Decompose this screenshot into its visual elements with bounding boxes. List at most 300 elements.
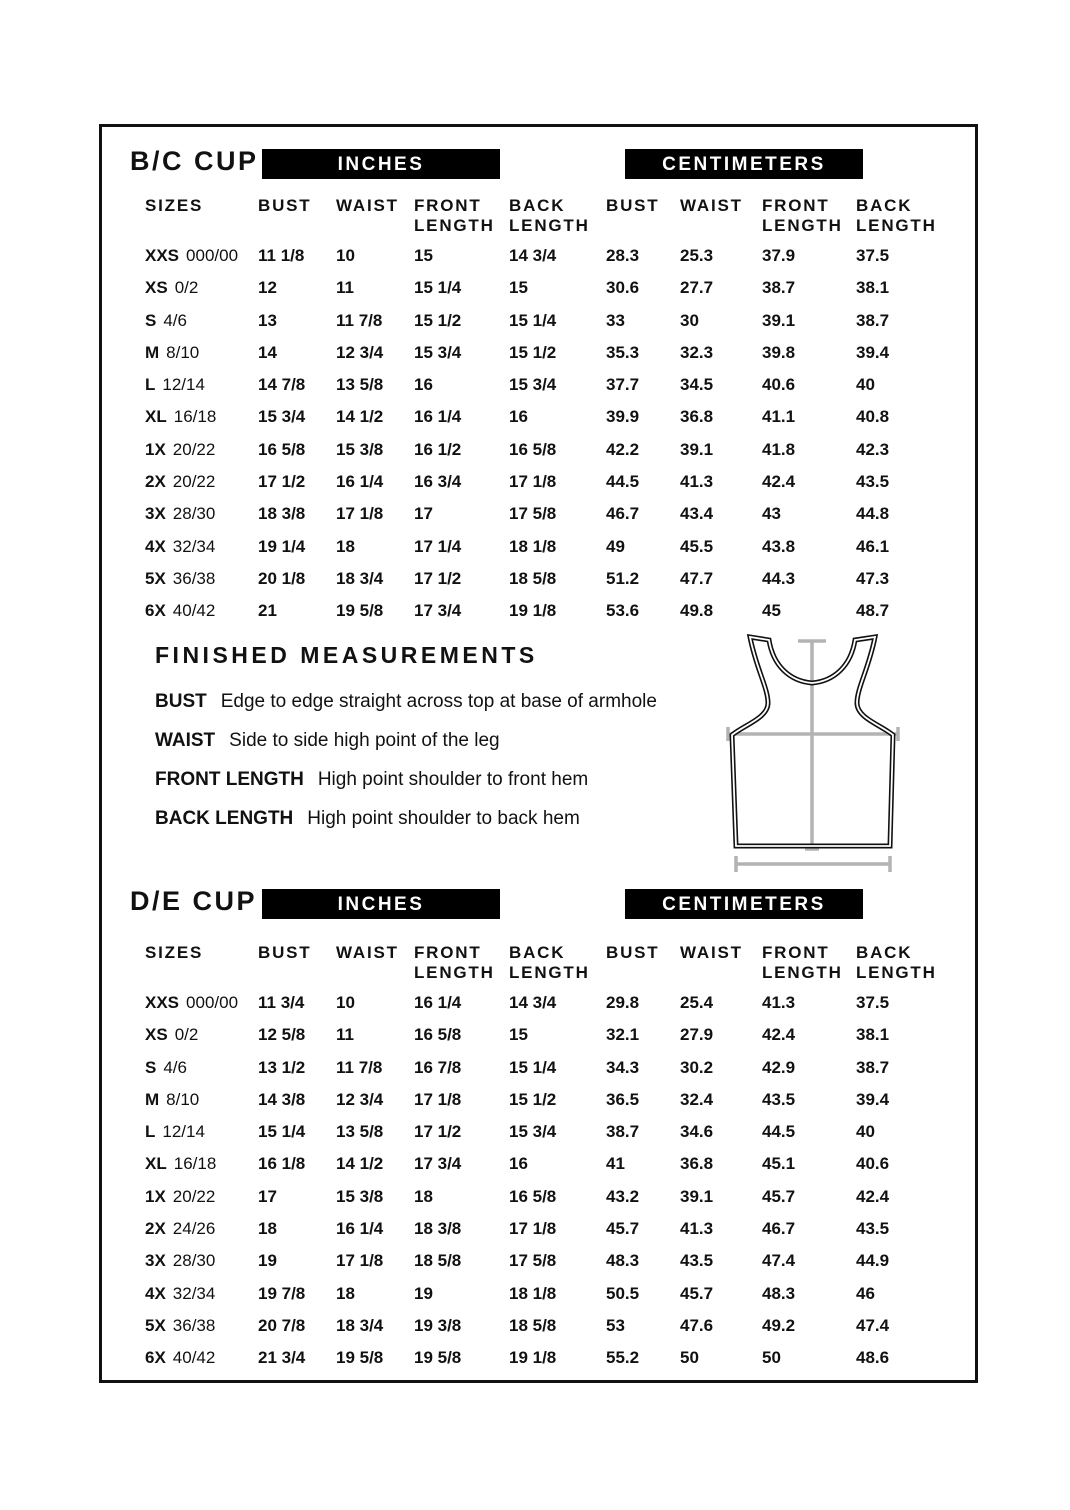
measurement-value: 45.1 [762,1154,796,1174]
measurement-value: 15 3/8 [336,439,384,459]
measurement-value: 15 [509,1025,528,1045]
measurement-value: 17 3/4 [414,601,462,621]
size-cell [145,342,258,374]
size-code-label: S [145,310,157,330]
size-code-label: 2X [145,472,166,492]
measurement-value: 55.2 [606,1348,640,1368]
finished-measurements-list [155,691,755,847]
measurement-value: 30 [680,310,699,330]
finished-measurements-title: FINISHED MEASUREMENTS [155,642,538,668]
measurement-value: 32.3 [680,342,714,362]
measurement-value: 19 5/8 [336,601,384,621]
measurement-value: 15 1/2 [414,310,462,330]
size-cell [145,374,258,406]
measurement-value: 16 1/4 [336,472,384,492]
measurement-value: 13 1/2 [258,1057,306,1077]
column-header: FRONT LENGTH [762,943,843,982]
size-code-label: 1X [145,1186,166,1206]
measurement-value: 11 [336,1025,354,1045]
size-range-label: 24/26 [172,1219,216,1239]
measurement-value: 25.4 [680,993,714,1012]
measurement-value: 43.4 [680,504,714,524]
measurement-value: 46 [856,1283,875,1303]
measurement-value: 14 3/4 [509,246,557,265]
measurement-value: 45 [762,601,781,621]
measurement-value: 25.3 [680,246,714,265]
measurement-value: 36.8 [680,407,714,427]
measurement-value: 43.2 [606,1186,640,1206]
measurement-value: 18 3/8 [414,1219,462,1239]
measurement-value: 28.3 [606,246,640,265]
size-code-label: L [145,375,156,395]
measurement-value: 11 7/8 [336,1057,383,1077]
measurement-value: 47.6 [680,1315,714,1335]
size-code-label: 3X [145,504,166,524]
measurement-value: 14 [258,342,277,362]
bc-inches-label: INCHES [337,153,425,175]
measurement-value: 42.2 [606,439,640,459]
column-header: BUST [606,196,660,215]
measurement-value: 13 [258,310,277,330]
measurement-value: 16 [509,1154,528,1174]
size-code-label: 5X [145,568,166,588]
measurement-value: 37.5 [856,993,890,1012]
measurement-definition: Side to side high point of the leg [229,730,500,751]
measurement-value: 39.4 [856,342,890,362]
measurement-value: 16 5/8 [509,1186,557,1206]
size-range-label: 4/6 [163,1057,187,1077]
measurement-value: 17 5/8 [509,504,557,524]
size-range-label: 36/38 [172,568,216,588]
size-cell [145,1250,258,1282]
measurement-value: 12 3/4 [336,1089,384,1109]
measurement-value: 16 7/8 [414,1057,462,1077]
measurement-definition-back-length [155,808,755,830]
measurement-value: 12 5/8 [258,1025,306,1045]
measurement-value: 43.5 [680,1251,714,1271]
size-code-label: S [145,1057,157,1077]
measurement-value: 16 1/4 [414,993,462,1012]
bc-size-table [145,196,946,633]
measurement-value: 44.9 [856,1251,890,1271]
measurement-value: 49.2 [762,1315,796,1335]
measurement-value: 39.1 [762,310,796,330]
measurement-value: 45.7 [606,1219,640,1239]
measurement-value: 41 [606,1154,625,1174]
measurement-value: 18 [414,1186,433,1206]
measurement-value: 49.8 [680,601,714,621]
bc-centimeters-label: CENTIMETERS [662,153,826,175]
measurement-value: 15 1/4 [509,310,557,330]
measurement-value: 16 1/8 [258,1154,306,1174]
size-code-label: 4X [145,536,166,556]
size-range-label: 4/6 [163,310,187,330]
measurement-value: 15 1/4 [509,1057,557,1077]
measurement-value: 40.6 [762,375,796,395]
measurement-value: 42.3 [856,439,890,459]
size-cell [145,1283,258,1315]
measurement-value: 18 5/8 [509,1315,557,1335]
measurement-value: 50 [762,1348,781,1368]
column-header: FRONT LENGTH [762,196,843,235]
column-header-sizes: SIZES [145,196,204,215]
measurement-value: 30.2 [680,1057,714,1077]
size-cell [145,1347,258,1379]
measurement-value: 12 [258,278,277,298]
size-range-label: 16/18 [173,407,217,427]
measurement-value: 30.6 [606,278,640,298]
measurement-value: 18 5/8 [414,1251,462,1271]
measurement-value: 39.9 [606,407,640,427]
size-code-label: M [145,1089,160,1109]
de-centimeters-header-bar [625,889,863,919]
measurement-term: BUST [155,691,207,712]
measurement-value: 17 1/2 [414,1122,462,1142]
size-cell [145,1024,258,1056]
de-inches-header-bar [262,889,500,919]
measurement-value: 41.1 [762,407,796,427]
measurement-value: 14 3/4 [509,993,557,1012]
measurement-value: 19 1/8 [509,601,557,621]
measurement-value: 44.3 [762,568,796,588]
measurement-value: 43.5 [762,1089,796,1109]
measurement-value: 49 [606,536,625,556]
measurement-value: 14 7/8 [258,375,306,395]
measurement-value: 17 [414,504,433,524]
column-header: FRONT LENGTH [414,196,495,235]
measurement-value: 16 5/8 [414,1025,462,1045]
measurement-value: 15 3/4 [509,1122,557,1142]
measurement-value: 38.1 [856,278,890,298]
measurement-value: 38.7 [606,1122,640,1142]
measurement-term: BACK LENGTH [155,808,294,829]
measurement-value: 27.9 [680,1025,714,1045]
measurement-value: 17 1/2 [414,568,462,588]
measurement-term: WAIST [155,730,216,751]
size-cell [145,568,258,600]
measurement-value: 42.4 [762,472,796,492]
size-code-label: 5X [145,1315,166,1335]
measurement-value: 19 5/8 [414,1348,462,1368]
measurement-value: 40 [856,1122,875,1142]
measurement-value: 10 [336,246,355,265]
measurement-value: 50 [680,1348,699,1368]
measurement-value: 18 1/8 [509,1283,557,1303]
measurement-value: 11 3/4 [258,993,305,1012]
measurement-value: 35.3 [606,342,640,362]
column-header: FRONT LENGTH [414,943,495,982]
measurement-value: 15 1/4 [414,278,462,298]
measurement-value: 15 [509,278,528,298]
measurement-value: 13 5/8 [336,375,384,395]
measurement-value: 41.3 [762,993,796,1012]
measurement-value: 18 3/4 [336,568,384,588]
measurement-value: 19 1/4 [258,536,306,556]
chart-border-frame [99,124,978,1383]
measurement-value: 19 [414,1283,433,1303]
measurement-value: 17 5/8 [509,1251,557,1271]
size-range-label: 16/18 [173,1154,217,1174]
size-range-label: 32/34 [172,536,216,556]
measurement-value: 17 1/8 [509,472,557,492]
measurement-value: 15 3/4 [414,342,462,362]
size-range-label: 40/42 [172,1348,216,1368]
measurement-value: 14 1/2 [336,407,384,427]
measurement-value: 42.4 [856,1186,890,1206]
measurement-value: 44.8 [856,504,890,524]
measurement-value: 14 1/2 [336,1154,384,1174]
measurement-value: 16 3/4 [414,472,462,492]
measurement-value: 32.1 [606,1025,640,1045]
measurement-value: 17 1/8 [336,1251,384,1271]
measurement-value: 16 [509,407,528,427]
size-range-label: 20/22 [172,1186,216,1206]
measurement-definition: Edge to edge straight across top at base of armhole [220,691,657,712]
waist-measure-line [736,856,890,872]
size-range-label: 8/10 [166,1089,200,1109]
column-header: BUST [606,943,660,962]
size-code-label: 4X [145,1283,166,1303]
measurement-value: 39.4 [856,1089,890,1109]
size-cell [145,1186,258,1218]
measurement-value: 39.1 [680,439,714,459]
measurement-value: 39.8 [762,342,796,362]
measurement-value: 43.8 [762,536,796,556]
measurement-value: 19 5/8 [336,1348,384,1368]
measurement-value: 45.7 [680,1283,714,1303]
size-cell [145,439,258,471]
measurement-value: 14 3/8 [258,1089,306,1109]
bc-centimeters-header-bar [625,149,863,179]
measurement-definition-waist [155,730,755,752]
measurement-value: 43 [762,504,781,524]
size-cell [145,1315,258,1347]
measurement-value: 15 1/4 [258,1122,306,1142]
size-code-label: XL [145,407,167,427]
size-range-label: 8/10 [166,342,200,362]
de-centimeters-label: CENTIMETERS [662,893,826,915]
size-cell [145,245,258,277]
measurement-value: 46.7 [762,1219,796,1239]
measurement-value: 32.4 [680,1089,714,1109]
measurement-value: 18 [336,1283,355,1303]
measurement-value: 48.6 [856,1348,890,1368]
measurement-term: FRONT LENGTH [155,769,304,790]
measurement-value: 12 3/4 [336,342,384,362]
size-range-label: 12/14 [162,1122,205,1142]
measurement-value: 43.5 [856,1219,890,1239]
measurement-value: 38.1 [856,1025,890,1045]
size-cell [145,1057,258,1089]
size-cell [145,1121,258,1153]
bc-cup-title: B/C CUP [130,146,259,176]
column-header: WAIST [680,196,743,215]
measurement-value: 13 5/8 [336,1122,384,1142]
measurement-value: 48.7 [856,601,890,621]
column-header: BUST [258,196,312,215]
de-inches-label: INCHES [337,893,425,915]
measurement-value: 19 1/8 [509,1348,557,1368]
size-cell [145,471,258,503]
measurement-value: 37.9 [762,246,796,265]
size-code-label: XS [145,1025,168,1045]
size-range-label: 28/30 [172,1251,216,1271]
size-range-label: 000/00 [186,993,239,1012]
size-range-label: 20/22 [172,472,216,492]
measurement-value: 39.1 [680,1186,714,1206]
measurement-value: 18 3/8 [258,504,306,524]
size-range-label: 36/38 [172,1315,216,1335]
measurement-value: 19 7/8 [258,1283,306,1303]
measurement-value: 40 [856,375,875,395]
column-header: WAIST [336,943,399,962]
measurement-definition: High point shoulder to back hem [307,808,580,829]
size-cell [145,1153,258,1185]
measurement-definition-bust [155,691,755,713]
column-header: BUST [258,943,312,962]
size-code-label: XXS [145,993,180,1012]
size-cell [145,277,258,309]
measurement-value: 42.4 [762,1025,796,1045]
measurement-definition-front-length [155,769,755,791]
de-cup-title: D/E CUP [130,886,258,916]
measurement-value: 38.7 [856,310,890,330]
measurement-value: 46.1 [856,536,890,556]
measurement-value: 36.8 [680,1154,714,1174]
measurement-value: 46.7 [606,504,640,524]
column-header: WAIST [336,196,399,215]
measurement-value: 16 1/2 [414,439,462,459]
measurement-value: 17 1/8 [336,504,384,524]
measurement-value: 38.7 [856,1057,890,1077]
measurement-value: 47.3 [856,568,890,588]
measurement-value: 18 1/8 [509,536,557,556]
measurement-value: 10 [336,993,355,1012]
measurement-value: 19 [258,1251,277,1271]
size-code-label: L [145,1122,156,1142]
measurement-value: 15 [414,246,433,265]
size-code-label: 3X [145,1251,166,1271]
measurement-value: 33 [606,310,625,330]
measurement-value: 44.5 [762,1122,796,1142]
measurement-value: 34.3 [606,1057,640,1077]
measurement-value: 17 1/8 [414,1089,462,1109]
size-range-label: 20/22 [172,439,216,459]
measurement-value: 21 [258,601,277,621]
measurement-value: 34.5 [680,375,714,395]
size-code-label: XXS [145,246,180,265]
size-cell [145,503,258,535]
measurement-value: 16 [414,375,433,395]
measurement-value: 41.8 [762,439,796,459]
measurement-value: 18 [258,1219,277,1239]
size-code-label: XL [145,1154,167,1174]
size-cell [145,1089,258,1121]
measurement-value: 44.5 [606,472,640,492]
size-code-label: M [145,342,160,362]
measurement-value: 41.3 [680,472,714,492]
size-code-label: XS [145,278,168,298]
measurement-value: 47.4 [856,1315,890,1335]
column-header: BACK LENGTH [856,943,937,982]
measurement-value: 18 5/8 [509,568,557,588]
measurement-value: 47.7 [680,568,714,588]
measurement-value: 17 1/8 [509,1219,557,1239]
measurement-value: 16 1/4 [336,1219,384,1239]
measurement-value: 16 5/8 [258,439,306,459]
measurement-value: 40.6 [856,1154,890,1174]
measurement-value: 48.3 [606,1251,640,1271]
size-cell [145,310,258,342]
measurement-value: 16 1/4 [414,407,462,427]
measurement-value: 47.4 [762,1251,796,1271]
bc-inches-header-bar [262,149,500,179]
measurement-value: 41.3 [680,1219,714,1239]
size-cell [145,992,258,1024]
measurement-value: 16 5/8 [509,439,557,459]
measurement-value: 37.7 [606,375,640,395]
measurement-value: 21 3/4 [258,1348,306,1368]
column-header: BACK LENGTH [509,196,590,235]
measurement-value: 11 7/8 [336,310,383,330]
measurement-value: 34.6 [680,1122,714,1142]
measurement-value: 11 [336,278,354,298]
measurement-value: 37.5 [856,246,890,265]
measurement-value: 36.5 [606,1089,640,1109]
measurement-value: 42.9 [762,1057,796,1077]
size-code-label: 6X [145,601,166,621]
measurement-value: 15 3/4 [509,375,557,395]
measurement-value: 43.5 [856,472,890,492]
measurement-value: 20 7/8 [258,1315,306,1335]
measurement-value: 17 1/4 [414,536,462,556]
measurement-value: 29.8 [606,993,640,1012]
size-range-label: 0/2 [174,278,199,298]
measurement-value: 11 1/8 [258,246,305,265]
size-range-label: 40/42 [172,601,216,621]
measurement-value: 18 [336,536,355,556]
column-header: BACK LENGTH [509,943,590,982]
measurement-value: 15 1/2 [509,342,557,362]
measurement-value: 51.2 [606,568,640,588]
size-range-label: 32/34 [172,1283,216,1303]
measurement-value: 19 3/8 [414,1315,462,1335]
size-cell [145,1218,258,1250]
size-code-label: 2X [145,1219,166,1239]
measurement-value: 17 [258,1186,277,1206]
size-code-label: 6X [145,1348,166,1368]
column-header: WAIST [680,943,743,962]
measurement-value: 17 1/2 [258,472,306,492]
measurement-value: 15 3/4 [258,407,306,427]
measurement-value: 18 3/4 [336,1315,384,1335]
column-header-sizes: SIZES [145,943,204,962]
measurement-value: 15 1/2 [509,1089,557,1109]
measurement-value: 53 [606,1315,625,1335]
de-size-table [145,943,946,1380]
size-cell [145,406,258,438]
measurement-value: 50.5 [606,1283,640,1303]
measurement-value: 20 1/8 [258,568,306,588]
size-cell [145,536,258,568]
size-range-label: 12/14 [162,375,205,395]
tank-top-illustration [720,633,905,873]
size-range-label: 28/30 [172,504,216,524]
measurement-definition: High point shoulder to front hem [317,769,589,790]
column-header: BACK LENGTH [856,196,937,235]
size-range-label: 000/00 [186,246,239,265]
measurement-value: 17 3/4 [414,1154,462,1174]
